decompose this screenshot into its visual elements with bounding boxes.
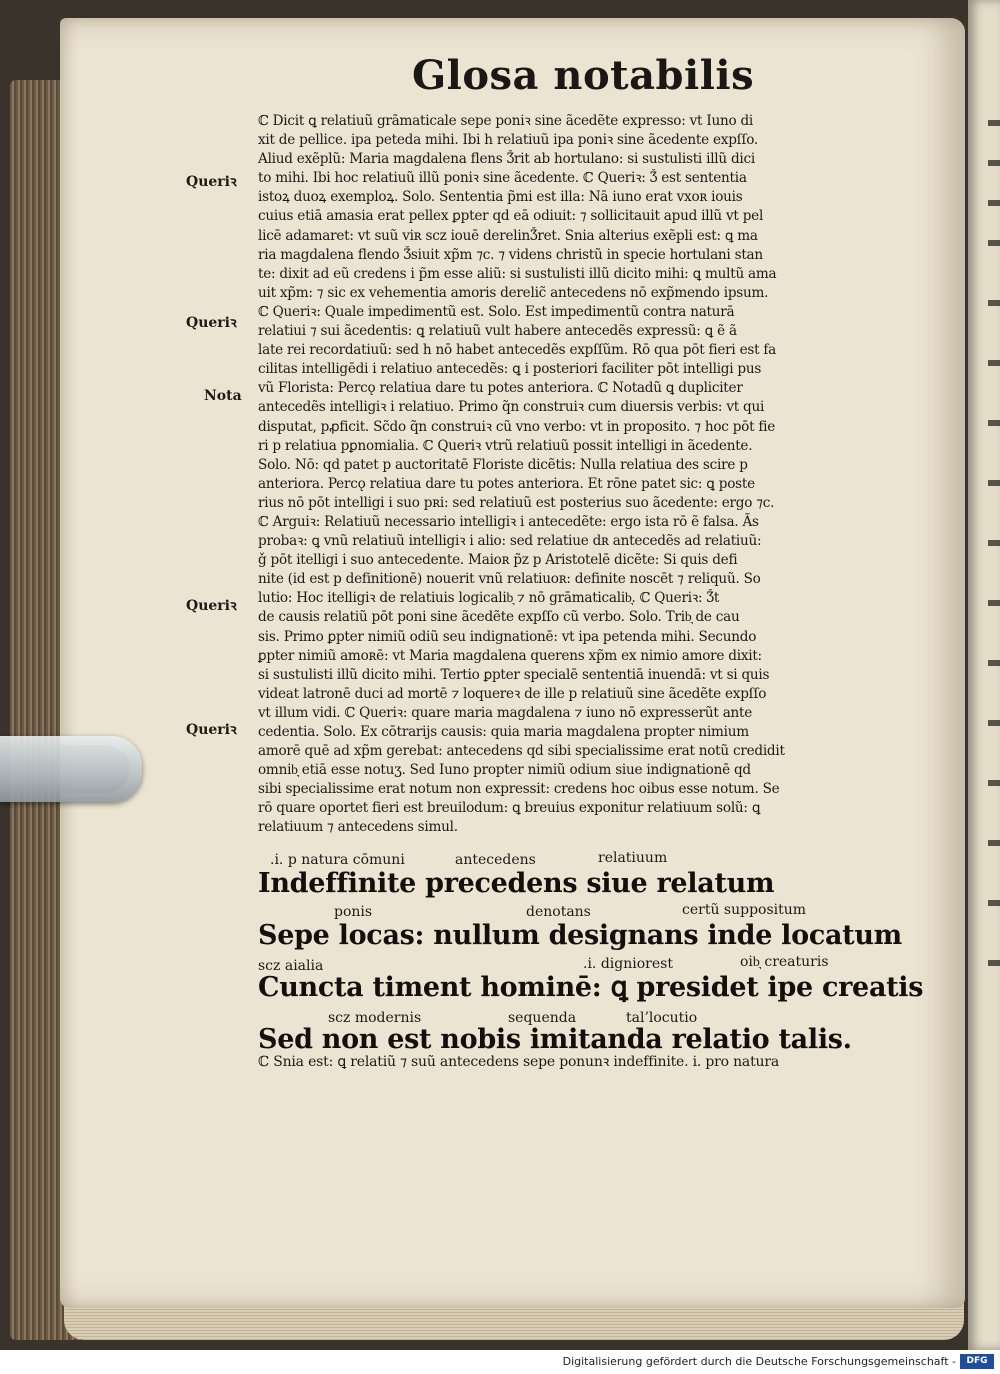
text-line: ℂ Dicit ꝗ relatiuũ grāmaticale sepe poniꝛ sine ãcedẽte expresso: vt Iuno di: [258, 113, 754, 129]
margin-note: Nota: [204, 388, 242, 404]
text-line: to mihi. Ibi hoc relatiuũ illũ poniꝛ sine ãcedente. ℂ Queriꝛ: Ǯ est sententia: [258, 170, 747, 187]
text-line: te: dixit ad eũ credens i p̃m esse aliũ: si sustulisti illũ dicito mihi: ꝗ multũ ama: [258, 265, 777, 282]
text-line: sis. Primo ꝑpter nimiũ odiũ seu indignationē: vt ipa petenda mihi. Secundo: [258, 628, 757, 645]
text-line: cedentia. Solo. Ex cōtrarijs causis: quia maria magdalena propter nimium: [258, 724, 749, 740]
margin-note: Queriꝛ: [186, 598, 237, 614]
facing-page-edge: [968, 0, 1000, 1350]
text-line: istoꝝ duoꝝ exemploꝝ. Solo. Sententia p̃mi est illa: Nā iuno erat vxoʀ iouis: [258, 189, 743, 206]
text-line: anteriora. Percǫ relatiua dare tu potes anteriora. Et rōne patet sic: ꝗ poste: [258, 475, 755, 492]
text-line: lutio: Hoc itelligiꝛ de relatiuis logicalib͉ ⁊ nō grāmaticalib͉. ℂ Queriꝛ: Ǯt: [258, 590, 720, 607]
text-line: antecedẽs intelligiꝛ i relatiuo. Primo q̃n construiꝛ cum diuersis verbis: vt qui: [258, 399, 765, 416]
interlinear-gloss: certũ suppositum: [682, 902, 807, 918]
text-line: rō quare oportet fieri est breuilodum: ꝗ breuius exponitur relatiuum solũ: ꝗ: [258, 800, 761, 817]
text-line: rius nō pōt intelligi i suo pʀi: sed relatiuũ est posterius suo ãcedente: ergo ⁊c.: [258, 494, 775, 511]
verse-line: Cuncta timent hominē: ꝗ presidet ipe creatis: [258, 972, 924, 1003]
text-line: uit xp̃m: ⁊ sic ex vehementia amoris derelic̃ antecedens nō exp̃mendo ipsum.: [258, 284, 769, 301]
text-line: xit de pellice. ipa peteda mihi. Ibi h relatiuũ ipa poniꝛ sine ãcedente expſſo.: [258, 132, 759, 149]
text-line: ꝑpter nimiũ amoʀē: vt Maria magdalena querens xp̃m ex nimio amore dixit:: [258, 647, 762, 664]
text-line: omnib͉ etiā esse notuʒ. Sed Iuno propter nimiũ odium siue indignationē qd: [258, 762, 751, 779]
text-line: cuius etiā amasia erat pellex ꝑpter qd eā odiuit: ⁊ sollicitauit apud illũ vt pel: [258, 208, 764, 225]
text-line: ℂ Queriꝛ: Quale impedimentũ est. Solo. Est impedimentũ contra naturā: [258, 303, 735, 320]
page-clamp: [0, 736, 142, 802]
interlinear-gloss: antecedens: [455, 852, 536, 868]
text-line: licē adamaret: vt suũ viʀ scz iouē derelinǮret. Snia alterius exẽpli est: ꝗ ma: [258, 227, 758, 244]
page-header: Glosa notabilis: [412, 52, 755, 99]
text-line: vũ Florista: Percǫ relatiua dare tu potes anteriora. ℂ Notadũ ꝗ dupliciter: [258, 380, 743, 397]
text-line: ǧ pōt itelligi i suo antecedente. Maioʀ p̃z p Aristotelē dicẽte: Si quis defi: [258, 552, 738, 569]
footer-bar: [0, 1350, 1000, 1374]
text-line: late rei recordatiuũ: sed h nō habet antecedẽs expſſũm. Rō qua pōt fieri est fa: [258, 342, 777, 359]
verse-line: Sepe locas: nullum designans inde locatum: [258, 920, 902, 951]
text-line: disputat, pꝓficit. Sc̃do q̃n construiꝛ cũ vno verbo: vt in proposito. ⁊ hoc pōt fie: [258, 418, 776, 435]
text-line: Solo. Nō: qd patet p auctoritatē Floriste dicẽtis: Nulla relatiua des scire p: [258, 456, 748, 473]
interlinear-gloss: oib͉ creaturis: [740, 954, 829, 970]
text-line: vt illum vidi. ℂ Queriꝛ: quare maria magdalena ⁊ iuno nō expresserũt ante: [258, 704, 753, 721]
text-line: si sustulisti illũ dicito mihi. Tertio ꝑpter specialē sententiā inuendā: vt si quis: [258, 666, 770, 683]
footer-credit: Digitalisierung gefördert durch die Deutsche Forschungsgemeinschaft -: [562, 1355, 956, 1368]
text-line: relatiui ⁊ sui ãcedentis: ꝗ relatiuũ vult habere antecedẽs expressũ: ꝗ ẽ ã: [258, 323, 737, 340]
interlinear-gloss: sequenda: [508, 1010, 577, 1026]
interlinear-gloss: ponis: [334, 904, 373, 920]
margin-note: Queriꝛ: [186, 174, 237, 190]
final-text-line: ℂ Snia est: ꝗ relatiũ ⁊ suũ antecedens sepe ponunꝛ indeffinite. i. pro natura: [258, 1054, 779, 1070]
interlinear-gloss: .i. p natura cōmuni: [270, 852, 405, 868]
text-line: probaꝛ: ꝗ vnũ relatiuũ intelligiꝛ i alio: sed relatiue dʀ antecedẽs ad relatiuũ:: [258, 533, 762, 550]
interlinear-gloss: scz aialia: [258, 958, 324, 974]
text-line: ri p relatiua pꝑnomialia. ℂ Queriꝛ vtrũ relatiuũ possit intelligi in ãcedente.: [258, 437, 753, 454]
text-line: relatiuum ⁊ antecedens simul.: [258, 819, 458, 836]
text-line: sibi specialissime erat notum non expressit: credens hoc oibus esse notum. Se: [258, 781, 780, 798]
text-line: videat latronē duci ad mortē ⁊ loquereꝛ de ille p relatiuũ sine ãcedẽte expſſo: [258, 685, 767, 702]
interlinear-gloss: denotans: [526, 904, 591, 920]
margin-note: Queriꝛ: [186, 315, 237, 331]
text-line: Aliud exẽplũ: Maria magdalena flens Ǯrit ab hortulano: si sustulisti illũ dici: [258, 151, 755, 168]
text-line: ℂ Arguiꝛ: Relatiuũ necessario intelligiꝛ i antecedẽte: ergo ista rō ẽ falsa. Ãs: [258, 513, 759, 530]
verse-line: Sed non est nobis imitanda relatio talis.: [258, 1024, 852, 1055]
text-line: nite (id est p definitionē) nouerit vnũ relatiuoʀ: definite noscēt ⁊ reliquũ. So: [258, 571, 761, 588]
text-line: cilitas intelligēdi i relatiuo antecedẽs: ꝗ i posteriori faciliter pōt intelligi pus: [258, 361, 762, 378]
interlinear-gloss: scz modernis: [328, 1010, 422, 1026]
dfg-logo: DFG: [960, 1354, 994, 1369]
interlinear-gloss: relatiuum: [598, 850, 668, 866]
text-line: amorē quē ad xp̃m gerebat: antecedens qd sibi specialissime erat notũ credidit: [258, 743, 785, 760]
text-line: ria magdalena flendo Ǯsiuit xp̃m ⁊c. ⁊ videns christũ in specie hortulani stan: [258, 246, 763, 263]
interlinear-gloss: .i. digniorest: [583, 956, 673, 972]
text-line: de causis relatiũ pōt poni sine ãcedẽte expſſo cũ verbo. Solo. Trib͉ de cau: [258, 609, 740, 626]
margin-note: Queriꝛ: [186, 722, 237, 738]
verse-line: Indeffinite precedens siue relatum: [258, 868, 775, 899]
commentary-text: [258, 112, 880, 838]
interlinear-gloss: tal’locutio: [626, 1010, 698, 1026]
